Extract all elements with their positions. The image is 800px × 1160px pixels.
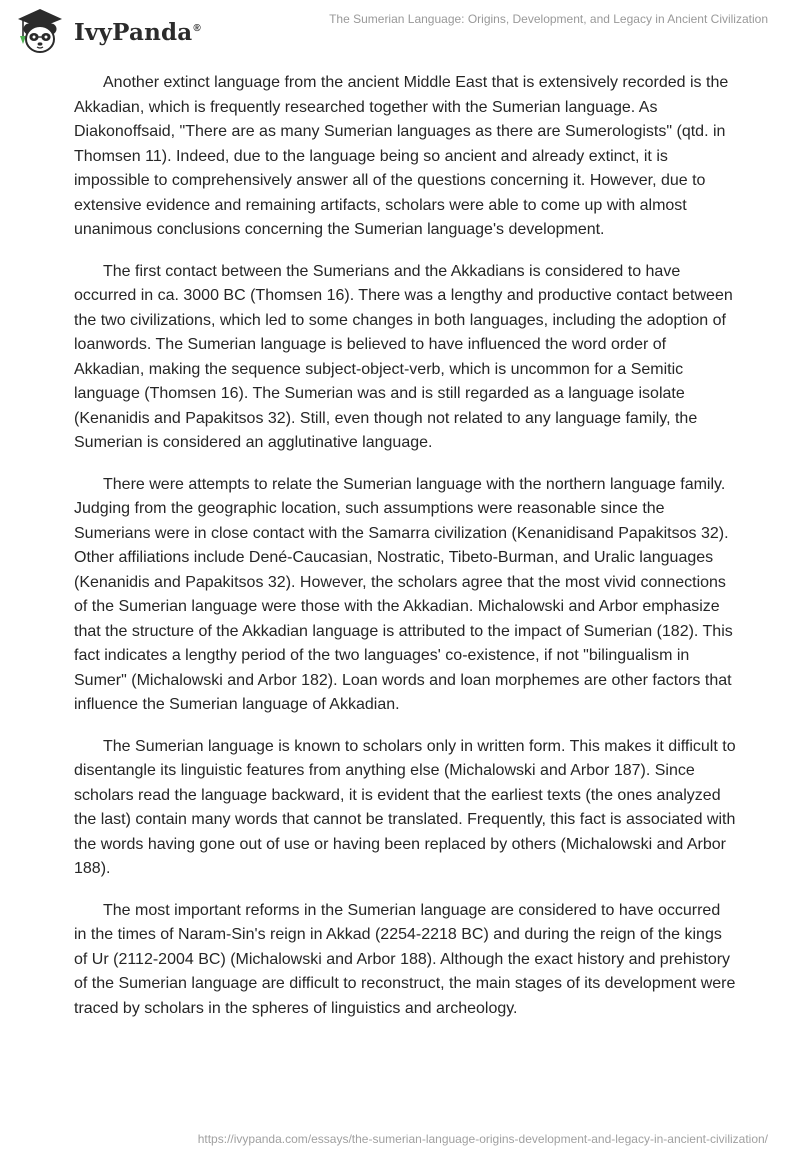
source-url[interactable]: https://ivypanda.com/essays/the-sumerian-language-origins-development-and-legacy-in-ancient-civilization/ [197,1132,768,1146]
page-header [0,0,800,60]
brand-name: IvyPanda® [74,18,201,46]
paragraph: The first contact between the Sumerians and the Akkadians is considered to have occurred in ca. 3000 BC (Thomsen 16). There was a lengthy and productive contact between the two civilizations, which led to some changes in both languages, including the adoption of loanwords. The Sumerian language is believed to have influenced the word order of Akkadian, making the sequence subject-object-verb, which is uncommon for a Semitic language (Thomsen 16). The Sumerian was and is still regarded as a language isolate (Kenanidis and Papakitsos 32). Still, even though not related to any language family, the Sumerian is considered an agglutinative language. [74,262,733,451]
paragraph: There were attempts to relate the Sumerian language with the northern language family. Judging from the geographic location, such assumptions were reasonable since the Sumerians were in close contact with the Samarra civilization (Kenanidisand Papakitsos 32). Other affiliations include Dené-Caucasian, Nostratic, Tibeto-Burman, and Uralic languages (Kenanidis and Papakitsos 32). However, the scholars agree that the most vivid connections of the Sumerian language were those with the Akkadian. Michalowski and Arbor emphasize that the structure of the Akkadian language is attributed to the impact of Sumerian (182). This fact indicates a lengthy period of the two languages' co-existence, if not "bilingualism in Sumer" (Michalowski and Arbor 182). Loan words and loan morphemes are other factors that influence the Sumerian language of Akkadian. [74,475,733,713]
document-title: The Sumerian Language: Origins, Development, and Legacy in Ancient Civilization [329,12,768,26]
panda-graduate-icon [12,6,68,56]
paragraph: The most important reforms in the Sumerian language are considered to have occurred in the times of Naram-Sin's reign in Akkad (2254-2218 BC) and during the reign of the kings of Ur (2112-2004 BC) (Michalowski and Arbor 188). Although the exact history and prehistory of the Sumerian language are difficult to reconstruct, the main stages of its development were traced by scholars in the spheres of linguistics and archeology. [74,901,736,1017]
paragraph: The Sumerian language is known to scholars only in written form. This makes it difficult to disentangle its linguistic features from anything else (Michalowski and Arbor 187). Since scholars read the language backward, it is evident that the earliest texts (the ones analyzed the last) contain many words that cannot be translated. Frequently, this fact is associated with the words having gone out of use or having been replaced by others (Michalowski and Arbor 188). [74,737,736,877]
ivypanda-logo[interactable] [12,6,201,56]
registered-mark: ® [193,22,201,34]
essay-body [74,71,736,1038]
paragraph: Another extinct language from the ancient Middle East that is extensively recorded is the Akkadian, which is frequently researched together with the Sumerian language. As Diakonoffsaid, "There are as many Sumerian languages as there are Sumerologists" (qtd. in Thomsen 11). Indeed, due to the language being so ancient and already extinct, it is impossible to comprehensively answer all of the questions concerning it. However, due to extensive evidence and remaining artifacts, scholars were able to come up with almost unanimous conclusions concerning the Sumerian language's development. [74,74,729,238]
